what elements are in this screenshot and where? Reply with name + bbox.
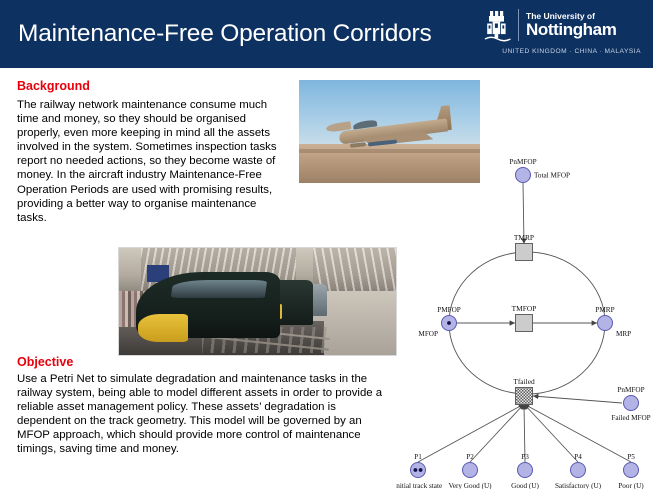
- svg-text:Poor (U): Poor (U): [618, 482, 644, 489]
- svg-text:PMFOP: PMFOP: [437, 306, 461, 314]
- svg-text:P1: P1: [414, 453, 422, 461]
- petri-transition-TMFOP: [512, 304, 537, 332]
- castle-tower-crest-icon: [483, 7, 513, 43]
- petri-transition-Tfailed: [513, 377, 535, 405]
- logo-tagline: UNITED KINGDOM · CHINA · MALAYSIA: [502, 48, 641, 55]
- svg-text:PnMFOP: PnMFOP: [509, 158, 537, 166]
- svg-text:MRP: MRP: [616, 330, 632, 338]
- svg-text:Very Good (U): Very Good (U): [448, 482, 492, 489]
- svg-text:P2: P2: [466, 453, 474, 461]
- petri-place-PnFMFOP: [611, 386, 650, 422]
- petri-transition-TMRP: [514, 233, 534, 261]
- svg-text:P5: P5: [627, 453, 635, 461]
- svg-text:PMRP: PMRP: [595, 306, 615, 314]
- svg-text:TMFOP: TMFOP: [511, 304, 537, 313]
- svg-text:Total MFOP: Total MFOP: [534, 171, 571, 180]
- petri-place-PMFOP: [418, 306, 460, 338]
- university-logo: [483, 6, 643, 64]
- svg-text:Failed MFOP: Failed MFOP: [611, 414, 651, 422]
- slide-header: [0, 0, 653, 68]
- background-heading: Background: [17, 79, 90, 93]
- petri-place-P1: [396, 453, 442, 489]
- logo-line-nottingham: Nottingham: [526, 20, 617, 40]
- petri-place-P2: [448, 453, 492, 489]
- logo-divider: [518, 9, 519, 41]
- logo-line-the-university-of: The University of: [526, 10, 595, 21]
- svg-text:MFOP: MFOP: [418, 330, 438, 338]
- objective-heading: Objective: [17, 355, 74, 369]
- objective-text: Use a Petri Net to simulate degradation and maintenance tasks in the railway system, being able to model different assets in order to provide a reliable asset management policy. These assets’ degradation is dependent on the track geometry. This model will be governed by an MFOP approach, which should provide more control of maintenance timings, saving time and money.: [17, 373, 383, 456]
- svg-text:Initial track state: Initial track state: [396, 482, 443, 489]
- background-text: The railway network maintenance consume much time and money, so they should be organised properly, even more keeping in mind all the assets involved in the system. Sometimes inspection tasks report no needed actions, so they become waste of money. In the aircraft industry Maintenance-Free Operation Periods are used with promising results, providing a better way to organise maintenance tasks.: [17, 99, 277, 224]
- petri-place-P3: [511, 453, 539, 489]
- petri-place-PMRP: [595, 306, 631, 338]
- petri-place-P5: [618, 453, 644, 489]
- svg-text:TMRP: TMRP: [513, 233, 535, 242]
- petri-place-P4: [555, 453, 602, 489]
- svg-text:P3: P3: [521, 453, 529, 461]
- svg-text:P4: P4: [574, 453, 582, 461]
- svg-text:Satisfactory (U): Satisfactory (U): [554, 482, 602, 489]
- svg-text:PnMFOP: PnMFOP: [617, 386, 645, 394]
- svg-text:Tfailed: Tfailed: [513, 377, 535, 386]
- page-title: Maintenance-Free Operation Corridors: [18, 20, 432, 47]
- petri-place-PnMFOP: [509, 158, 570, 183]
- railway-station-trains-photo: [119, 248, 396, 355]
- svg-text:Good (U): Good (U): [511, 482, 539, 489]
- petri-net-diagram: [396, 150, 653, 489]
